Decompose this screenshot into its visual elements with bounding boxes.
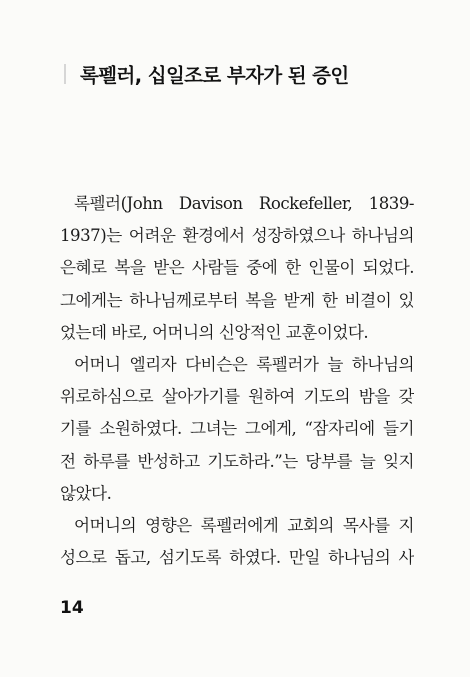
paragraph-2-line-3: 기를 소원하였다. 그녀는 그에게, “잠자리에 들기 — [60, 419, 414, 439]
paragraph-3-line-2: 성으로 돕고, 섬기도록 하였다. 만일 하나님의 사 — [60, 548, 414, 568]
chapter-title: 록펠러, 십일조로 부자가 된 증인 — [80, 64, 349, 87]
paragraph-3-line-1: 어머니의 영향은 록펠러에게 교회의 목사를 지 — [74, 515, 414, 535]
paragraph-2-line-1: 어머니 엘리자 다비슨은 록펠러가 늘 하나님의 — [74, 354, 414, 374]
paragraph-1-line-4: 그에게는 하나님께로부터 복을 받게 한 비결이 있 — [60, 290, 414, 310]
body-text — [60, 188, 414, 574]
paragraph-2-line-5: 않았다. — [60, 483, 112, 503]
paragraph-1-line-3: 은혜로 복을 받은 사람들 중에 한 인물이 되었다. — [60, 258, 414, 278]
page-number: 14 — [60, 598, 84, 618]
paragraph-1-line-1: 록펠러(John Davison Rockefeller, 1839- — [74, 194, 414, 213]
paragraph-2-line-2: 위로하심으로 살아가기를 원하여 기도의 밤을 갖 — [60, 387, 414, 407]
title-margin-mark — [64, 64, 66, 84]
paragraph-2-line-4: 전 하루를 반성하고 기도하라.”는 당부를 늘 잊지 — [60, 451, 414, 471]
paragraph-1-line-2: 1937)는 어려운 환경에서 성장하였으나 하나님의 — [60, 226, 414, 246]
paragraph-1-line-5: 었는데 바로, 어머니의 신앙적인 교훈이었다. — [60, 322, 369, 342]
